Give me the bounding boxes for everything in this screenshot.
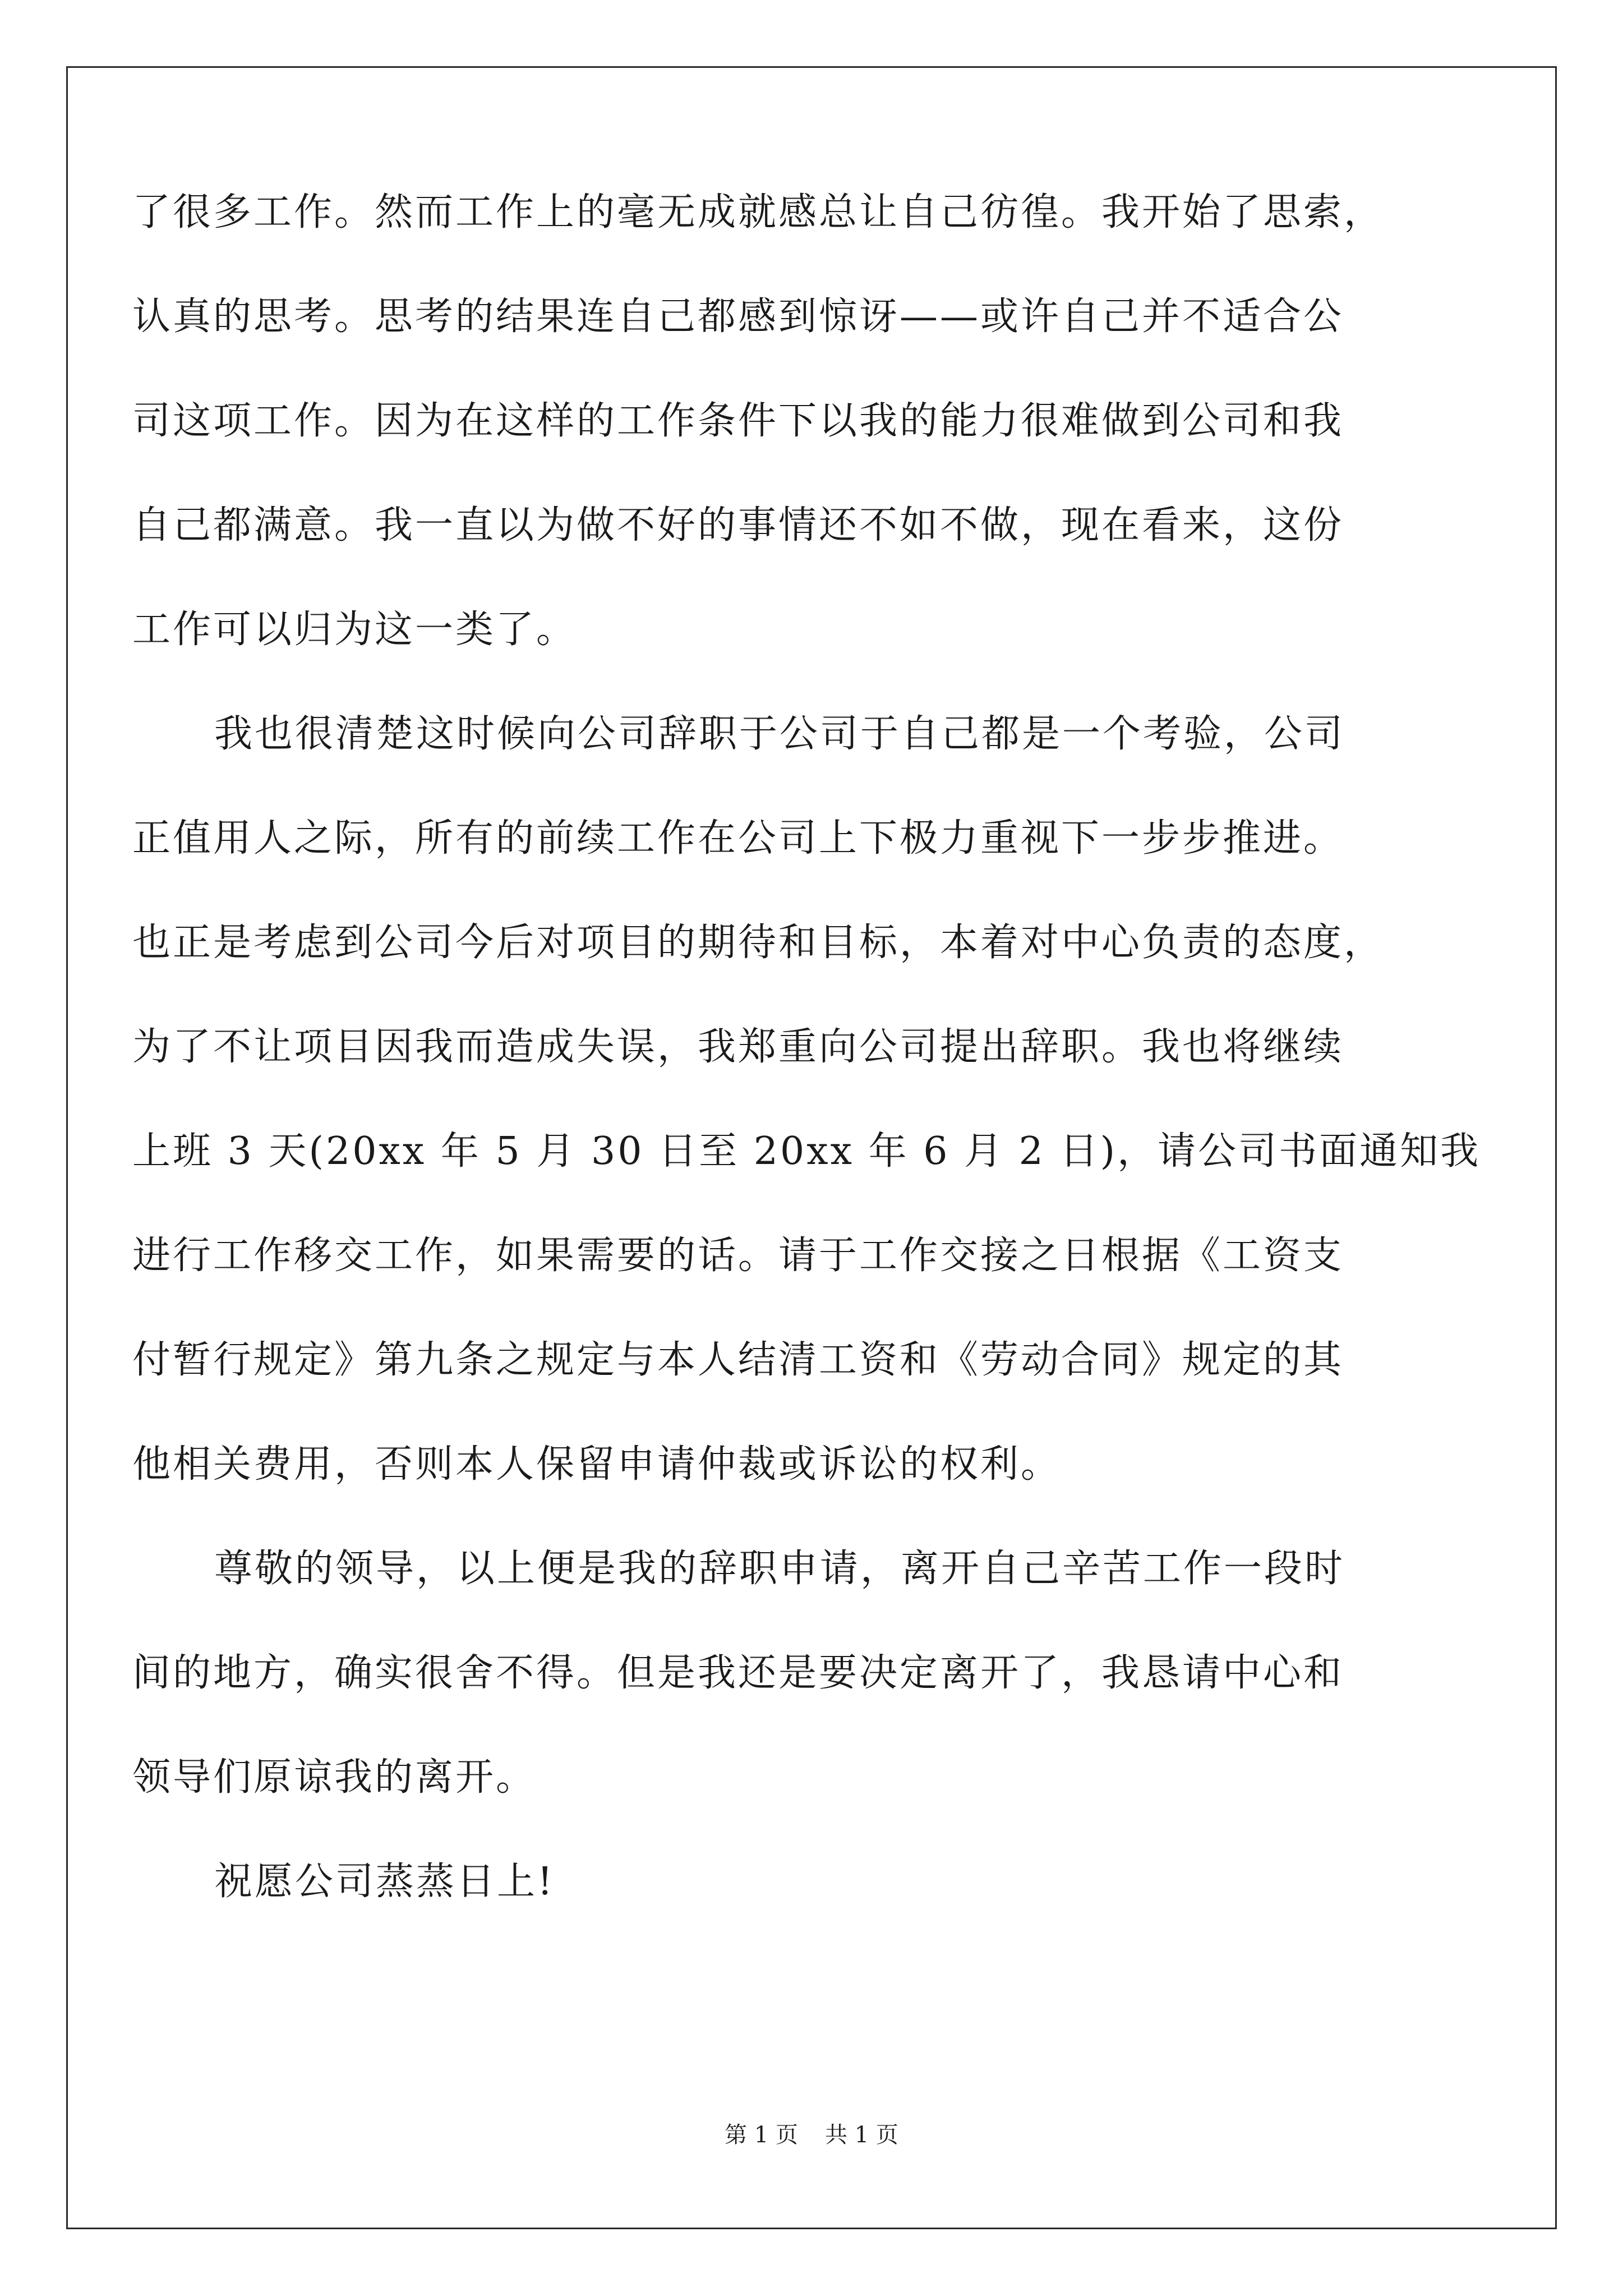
text-line: 为了不让项目因我而造成失误，我郑重向公司提出辞职。我也将继续 bbox=[132, 1025, 1344, 1069]
text-line: 尊敬的领导，以上便是我的辞职申请，离开自己辛苦工作一段时 bbox=[214, 1547, 1345, 1591]
text-line: 进行工作移交工作，如果需要的话。请于工作交接之日根据《工资支 bbox=[132, 1234, 1344, 1278]
text-line: 祝愿公司蒸蒸日上! bbox=[214, 1860, 555, 1904]
text-line: 领导们原谅我的离开。 bbox=[132, 1755, 537, 1800]
text-line: 正值用人之际，所有的前续工作在公司上下极力重视下一步步推进。 bbox=[132, 816, 1344, 861]
text-line: 认真的思考。思考的结果连自己都感到惊讶——或许自己并不适合公 bbox=[132, 295, 1344, 339]
page-number-total: 共 1 页 bbox=[825, 2122, 898, 2148]
text-line: 上班 3 天(20xx 年 5 月 30 日至 20xx 年 6 月 2 日)，请公司书面通知我 bbox=[132, 1129, 1481, 1174]
text-line: 工作可以归为这一类了。 bbox=[132, 608, 577, 652]
page-number-current: 第 1 页 bbox=[725, 2122, 798, 2148]
text-line: 我也很清楚这时候向公司辞职于公司于自己都是一个考验，公司 bbox=[214, 712, 1345, 756]
page-footer bbox=[0, 2119, 1623, 2151]
text-line: 了很多工作。然而工作上的毫无成就感总让自己彷徨。我开始了思索， bbox=[132, 190, 1385, 234]
text-line: 他相关费用，否则本人保留申请仲裁或诉讼的权利。 bbox=[132, 1442, 1062, 1487]
text-line: 自己都满意。我一直以为做不好的事情还不如不做，现在看来，这份 bbox=[132, 503, 1344, 547]
document-body bbox=[132, 160, 1490, 1934]
text-line: 付暂行规定》第九条之规定与本人结清工资和《劳动合同》规定的其 bbox=[132, 1338, 1344, 1382]
text-line: 间的地方，确实很舍不得。但是我还是要决定离开了，我恳请中心和 bbox=[132, 1651, 1344, 1695]
text-line: 也正是考虑到公司今后对项目的期待和目标，本着对中心负责的态度， bbox=[132, 921, 1385, 965]
text-line: 司这项工作。因为在这样的工作条件下以我的能力很难做到公司和我 bbox=[132, 399, 1344, 443]
